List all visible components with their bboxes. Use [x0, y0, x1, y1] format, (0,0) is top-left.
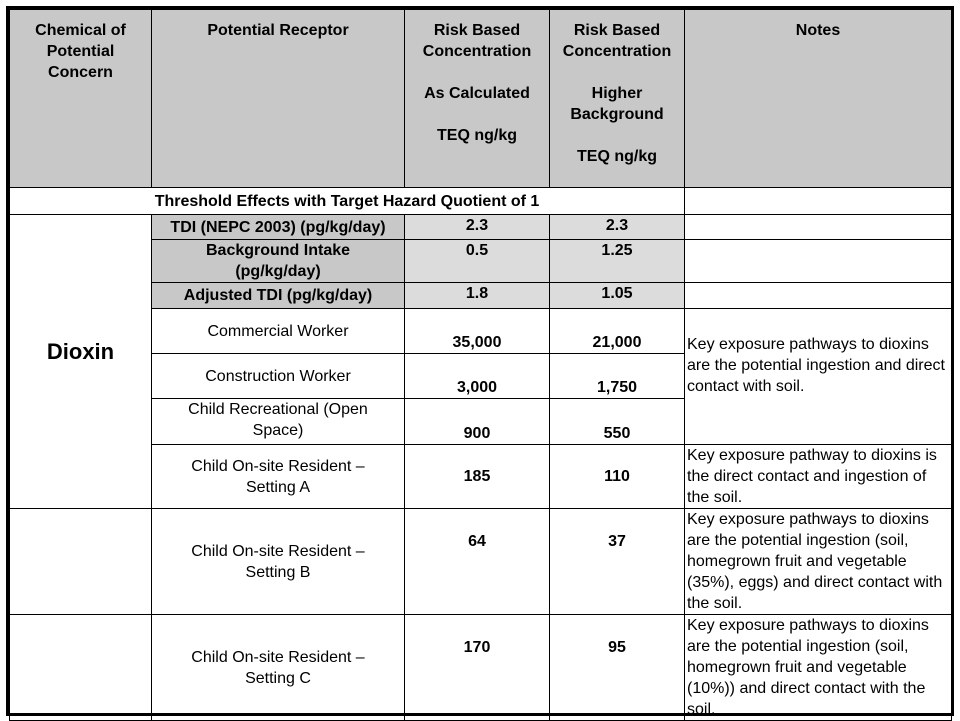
receptor-row — [10, 615, 952, 721]
receptor-row — [10, 445, 952, 509]
param-background: 1.05 — [550, 283, 685, 309]
param-background: 2.3 — [550, 215, 685, 240]
header-row — [10, 10, 952, 188]
section-title: Threshold Effects with Target Hazard Quotient of 1 — [10, 188, 685, 215]
param-calc: 2.3 — [405, 215, 550, 240]
param-background: 1.25 — [550, 240, 685, 283]
receptor-calc: 170 — [405, 615, 550, 721]
risk-table — [9, 9, 952, 721]
param-row — [10, 240, 952, 283]
param-row — [10, 215, 952, 240]
receptor-background: 110 — [550, 445, 685, 509]
notes-setting-b: Key exposure pathways to dioxins are the potential ingestion (soil, homegrown fruit and vegetable (35%), eggs) and direct contact with the soil. — [685, 509, 952, 615]
receptor-calc: 3,000 — [405, 354, 550, 399]
chemical-blank — [10, 615, 152, 721]
receptor-label: Child On-site Resident – Setting A — [152, 445, 405, 509]
param-notes-blank — [685, 215, 952, 240]
header-chemical: Chemical of Potential Concern — [10, 10, 152, 188]
param-calc: 1.8 — [405, 283, 550, 309]
param-label: TDI (NEPC 2003) (pg/kg/day) — [152, 215, 405, 240]
chemical-blank — [10, 509, 152, 615]
receptor-background: 37 — [550, 509, 685, 615]
param-notes-blank — [685, 283, 952, 309]
param-calc: 0.5 — [405, 240, 550, 283]
param-label: Adjusted TDI (pg/kg/day) — [152, 283, 405, 309]
section-notes-blank — [685, 188, 952, 215]
param-notes-blank — [685, 240, 952, 283]
chemical-name: Dioxin — [10, 215, 152, 509]
receptor-background: 550 — [550, 399, 685, 445]
receptor-background: 1,750 — [550, 354, 685, 399]
receptor-calc: 185 — [405, 445, 550, 509]
receptor-label: Construction Worker — [152, 354, 405, 399]
notes-setting-c: Key exposure pathways to dioxins are the potential ingestion (soil, homegrown fruit and vegetable (10%)) and direct contact with the soil. — [685, 615, 952, 721]
receptor-label: Child On-site Resident – Setting B — [152, 509, 405, 615]
receptor-calc: 64 — [405, 509, 550, 615]
receptor-background: 95 — [550, 615, 685, 721]
receptor-label: Child Recreational (Open Space) — [152, 399, 405, 445]
notes-workers: Key exposure pathways to dioxins are the potential ingestion and direct contact with soil. — [685, 309, 952, 445]
receptor-background: 21,000 — [550, 309, 685, 354]
header-calc: Risk Based Concentration As Calculated TEQ ng/kg — [405, 10, 550, 188]
header-notes: Notes — [685, 10, 952, 188]
receptor-calc: 35,000 — [405, 309, 550, 354]
receptor-calc: 900 — [405, 399, 550, 445]
receptor-row — [10, 509, 952, 615]
header-background: Risk Based Concentration Higher Background TEQ ng/kg — [550, 10, 685, 188]
param-row — [10, 283, 952, 309]
param-label: Background Intake (pg/kg/day) — [152, 240, 405, 283]
section-row — [10, 188, 952, 215]
notes-setting-a: Key exposure pathway to dioxins is the direct contact and ingestion of the soil. — [685, 445, 952, 509]
receptor-row — [10, 309, 952, 354]
header-receptor: Potential Receptor — [152, 10, 405, 188]
receptor-label: Commercial Worker — [152, 309, 405, 354]
receptor-label: Child On-site Resident – Setting C — [152, 615, 405, 721]
